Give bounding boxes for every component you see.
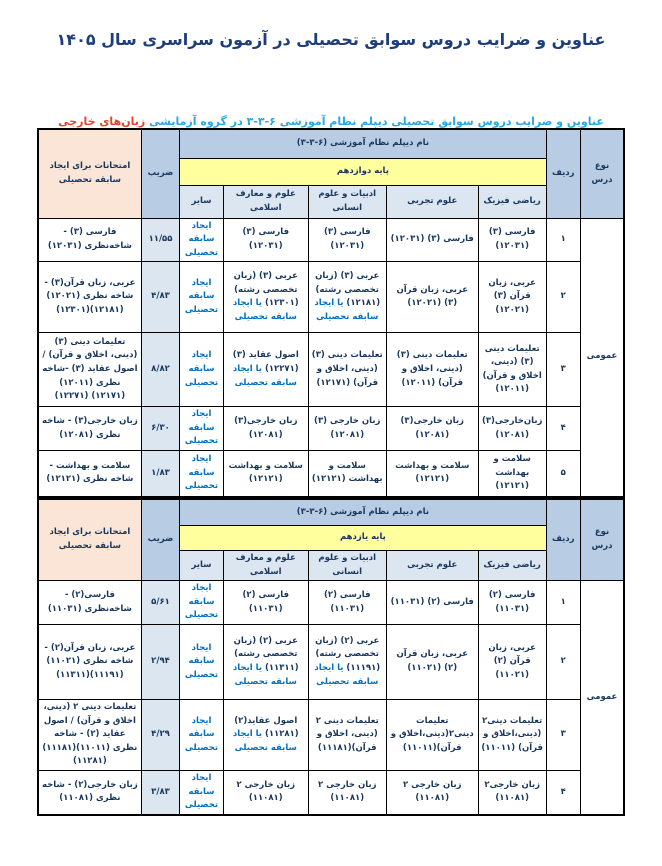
coefficient-cell: ۸/۸۲ [141,333,179,407]
grade-band-header: پایه یازدهم [180,526,546,551]
subject-cell [223,407,308,451]
table-row [38,333,624,407]
subject-cell [223,625,308,700]
subject-cell [308,262,386,333]
diploma-band-header: نام دیپلم نظام آموزشی (۶-۳-۳) [180,129,546,158]
coefficient-cell: ۱/۸۳ [141,451,179,497]
row-number-cell: ۱ [546,581,580,625]
record-creation-text: ایجاد سابقه تحصیلی [184,409,219,447]
table-row [38,700,624,771]
subject-cell [308,581,386,625]
subject-cell [180,451,224,497]
subject-cell [308,407,386,451]
exam-cell: تعلیمات دینی (۳) (دینی، اخلاق و قرآن) / اصول عقاید (۳) -شاخه نظری (۱۲۰۱۱) (۱۲۱۷۱) (۱۲۲۷۱) [38,333,141,407]
subtitle-text: عناوین و ضرایب دروس سوابق تحصیلی دیپلم نظام آموزشی ۶-۳-۳ در گروه آزمایشی [149,115,604,128]
table-row [38,407,624,451]
record-creation-text: یا ایجاد سابقه تحصیلی [232,363,297,388]
subject-text: فارسی (۳) (۱۲۰۳۱) [488,227,536,251]
subject-text: عربی (۳) (زبان تخصصی رشته)(۱۲۳۰۱) [233,271,299,309]
subject-cell [478,333,546,407]
page-title: عناوین و ضرایب دروس سوابق تحصیلی در آزمون سراسری سال ۱۴۰۵ [56,30,606,49]
subject-cell [180,218,224,262]
table-row [38,771,624,815]
subject-text: عربی، زبان قرآن (۳) (۱۲۰۲۱) [488,277,536,316]
subject-text: تعلیمات دینی ۲ (دینی، اخلاق و قرآن)(۱۱۱۸۱) [315,715,379,753]
exam-cell: فارسی(۲) - شاخه‌نظری (۱۱۰۳۱) [38,581,141,625]
subject-cell [308,451,386,497]
col-header-islamic-studies: علوم و معارف اسلامی [223,551,308,581]
record-creation-text: یا ایجاد سابقه تحصیلی [232,729,297,753]
record-creation-text: یا ایجاد سابقه تحصیلی [314,298,379,322]
row-number-cell: ۴ [546,407,580,451]
subject-cell [308,700,386,771]
subject-cell [478,218,546,262]
subject-cell [180,771,224,815]
subject-text: فارسی (۳) (۱۲۰۳۱) [390,234,474,245]
table-row [38,625,624,700]
subject-text: تعلیمات دینی (۳) (دینی، اخلاق و قرآن) (۱۲۰۱۱) [396,350,468,388]
diploma-band-header: نام دیپلم نظام آموزشی (۶-۳-۳) [180,499,546,526]
subject-cell [180,262,224,333]
subject-cell [386,700,478,771]
subject-text: فارسی (۲) (۱۱۰۳۱) [242,590,290,614]
subject-cell [223,451,308,497]
col-header-coefficient: ضریب [141,499,179,581]
col-header-literature-humanities: ادبیات و علوم انسانی [308,185,386,218]
subject-text: عربی (۲) (زبان تخصصی رشته)(۱۱۳۱۱) [233,635,299,674]
record-creation-text: یا ایجاد سابقه تحصیلی [232,298,297,322]
course-type-value: عمومی [580,218,624,497]
subject-cell [386,581,478,625]
record-creation-text: ایجاد سابقه تحصیلی [184,220,219,258]
subject-text: زبان خارجی ۲ (۱۱۰۸۱) [236,779,296,804]
exam-cell: زبان خارجی(۳) - شاخه نظری (۱۲۰۸۱) [38,407,141,451]
record-creation-text: ایجاد سابقه تحصیلی [184,583,219,621]
subject-cell [478,407,546,451]
record-creation-text: یا ایجاد سابقه تحصیلی [232,663,297,687]
subject-cell [180,700,224,771]
record-creation-text: ایجاد سابقه تحصیلی [184,453,219,492]
subject-text: زبان خارجی۲ (۱۱۰۸۱) [484,779,540,804]
section-subtitle [0,115,662,128]
table-row [38,218,624,262]
subject-cell [180,333,224,407]
subject-cell [223,262,308,333]
subject-cell [478,625,546,700]
col-header-exams: امتحانات برای ایجاد سابقه تحصیلی [38,499,141,581]
subject-text: اصول عقاید(۲) (۱۱۲۸۱) [234,715,299,740]
table-grade-12 [37,128,625,498]
record-creation-text: ایجاد سابقه تحصیلی [184,642,219,680]
subject-cell [386,262,478,333]
subject-text: تعلیمات دینی۲ (دینی،اخلاق و قرآن) (۱۱۰۱۱) [481,715,543,753]
col-header-math-physics: ریاضی فیزیک [478,551,546,581]
subject-text: زبان خارجی (۳) (۱۲۰۸۱) [314,416,381,440]
col-header-course-type: نوع درس [580,129,624,218]
subject-cell [223,333,308,407]
subject-text: فارسی (۳) (۱۲۰۳۱) [242,227,290,251]
col-header-experimental-sciences: علوم تجربی [386,551,478,581]
col-header-literature-humanities: ادبیات و علوم انسانی [308,551,386,581]
subject-text: سلامت و بهداشت (۱۲۱۲۱) [228,460,303,485]
subject-cell [478,262,546,333]
subject-text: زبان خارجی ۲ (۱۱۰۸۱) [317,779,377,804]
grade-band-header: پایه دوازدهم [180,158,546,185]
subject-text: تعلیمات دینی۲(دینی،اخلاق و قرآن)(۱۱۰۱۱) [390,715,474,753]
row-number-cell: ۳ [546,333,580,407]
exam-cell: زبان خارجی(۲) - شاخه نظری (۱۱۰۸۱) [38,771,141,815]
subject-cell [180,625,224,700]
row-number-cell: ۴ [546,771,580,815]
subject-text: عربی (۳) (زبان تخصصی رشته)(۱۲۱۸۱) [315,271,381,309]
subject-cell [223,581,308,625]
col-header-islamic-studies: علوم و معارف اسلامی [223,185,308,218]
table-row [38,581,624,625]
row-number-cell: ۳ [546,700,580,771]
col-header-row-number: ردیف [546,499,580,581]
coefficient-cell: ۲/۹۴ [141,625,179,700]
record-creation-text: ایجاد سابقه تحصیلی [184,350,219,388]
subject-cell [478,700,546,771]
col-header-other: سایر [180,551,224,581]
subject-text: فارسی (۲) (۱۱۰۳۱) [488,590,536,614]
row-number-cell: ۲ [546,262,580,333]
subject-text: زبان‌خارجی(۳) (۱۲۰۸۱) [481,416,543,440]
record-creation-text: ایجاد سابقه تحصیلی [184,715,219,753]
record-creation-text: ایجاد سابقه تحصیلی [184,773,219,811]
subject-cell [223,771,308,815]
subject-cell [386,625,478,700]
subject-cell [386,218,478,262]
subject-text: زبان خارجی(۳) (۱۲۰۸۱) [400,416,464,440]
coefficient-cell: ۳/۸۳ [141,771,179,815]
coefficient-cell: ۶/۳۰ [141,407,179,451]
subject-text: عربی (۲) (زبان تخصصی رشته)(۱۱۱۹۱) [315,635,381,674]
subject-text: تعلیمات دینی (۳) (دینی، اخلاق و قرآن) (۱۲۱۷۱) [311,350,383,388]
exam-cell: عربی، زبان قرآن(۲) - شاخه نظری (۱۱۰۲۱)(۱۱۱۹۱)(۱۱۳۱۱) [38,625,141,700]
coefficient-cell: ۵/۶۱ [141,581,179,625]
col-header-exams: امتحانات برای ایجاد سابقه تحصیلی [38,129,141,218]
table-row [38,262,624,333]
exam-cell: عربی، زبان قرآن(۳) - شاخه نظری (۱۲۰۲۱)(۱۲۱۸۱)(۱۲۳۰۱) [38,262,141,333]
subject-cell [308,771,386,815]
subject-cell [386,407,478,451]
subject-text: سلامت و بهداشت (۱۲۱۲۱) [493,453,531,492]
col-header-other: سایر [180,185,224,218]
course-type-value: عمومی [580,581,624,815]
subject-text: سلامت و بهداشت (۱۲۱۲۱) [395,460,470,485]
coefficient-cell: ۴/۸۳ [141,262,179,333]
subject-text: فارسی (۲) (۱۱۰۳۱) [323,590,371,614]
subject-cell [478,771,546,815]
row-number-cell: ۱ [546,218,580,262]
record-creation-text: ایجاد سابقه تحصیلی [184,277,219,316]
subject-cell [223,700,308,771]
subject-text: زبان خارجی ۲ (۱۱۰۸۱) [402,779,462,804]
subject-cell [308,625,386,700]
subject-text: فارسی (۲) (۱۱۰۳۱) [390,596,474,607]
subject-cell [478,581,546,625]
table-row [38,451,624,497]
exam-cell: تعلیمات دینی ۲ (دینی، اخلاق و قرآن) / اصول عقاید (۲) - شاخه نظری (۱۱۰۱۱)(۱۱۱۸۱)(۱۱۲۸۱) [38,700,141,771]
col-header-coefficient: ضریب [141,129,179,218]
col-header-row-number: ردیف [546,129,580,218]
subject-cell [180,581,224,625]
col-header-course-type: نوع درس [580,499,624,581]
exam-cell: سلامت و بهداشت - شاخه نظری (۱۲۱۲۱) [38,451,141,497]
col-header-math-physics: ریاضی فیزیک [478,185,546,218]
subject-cell [386,451,478,497]
subject-cell [180,407,224,451]
subject-cell [386,333,478,407]
row-number-cell: ۲ [546,625,580,700]
table-grade-11 [37,498,625,816]
col-header-experimental-sciences: علوم تجربی [386,185,478,218]
record-creation-text: یا ایجاد سابقه تحصیلی [314,663,379,687]
row-number-cell: ۵ [546,451,580,497]
subject-cell [478,451,546,497]
subject-text: عربی، زبان قرآن (۲) (۱۱۰۲۱) [396,649,469,674]
subject-cell [223,218,308,262]
subtitle-exam-group: زبان‌های خارجی [58,115,150,128]
subject-text: زبان خارجی(۳) (۱۲۰۸۱) [234,416,298,440]
exam-cell: فارسی (۳) - شاخه‌نظری (۱۲۰۳۱) [38,218,141,262]
subject-text: فارسی (۳) (۱۲۰۳۱) [323,227,371,251]
coefficient-cell: ۱۱/۵۵ [141,218,179,262]
coefficient-cell: ۴/۲۹ [141,700,179,771]
subject-cell [308,333,386,407]
subject-cell [386,771,478,815]
subject-text: اصول عقاید (۳) (۱۲۲۷۱) [232,350,299,374]
subject-cell [308,218,386,262]
subject-text: سلامت و بهداشت (۱۲۱۲۱) [311,460,383,485]
subject-text: عربی، زبان قرآن (۳) (۱۲۰۲۱) [396,284,469,309]
subject-text: تعلیمات دینی (۳) (دینی، اخلاق و قرآن) (۱۲۰۱۱) [482,343,542,395]
subject-text: عربی، زبان قرآن (۲) (۱۱۰۲۱) [488,642,536,680]
